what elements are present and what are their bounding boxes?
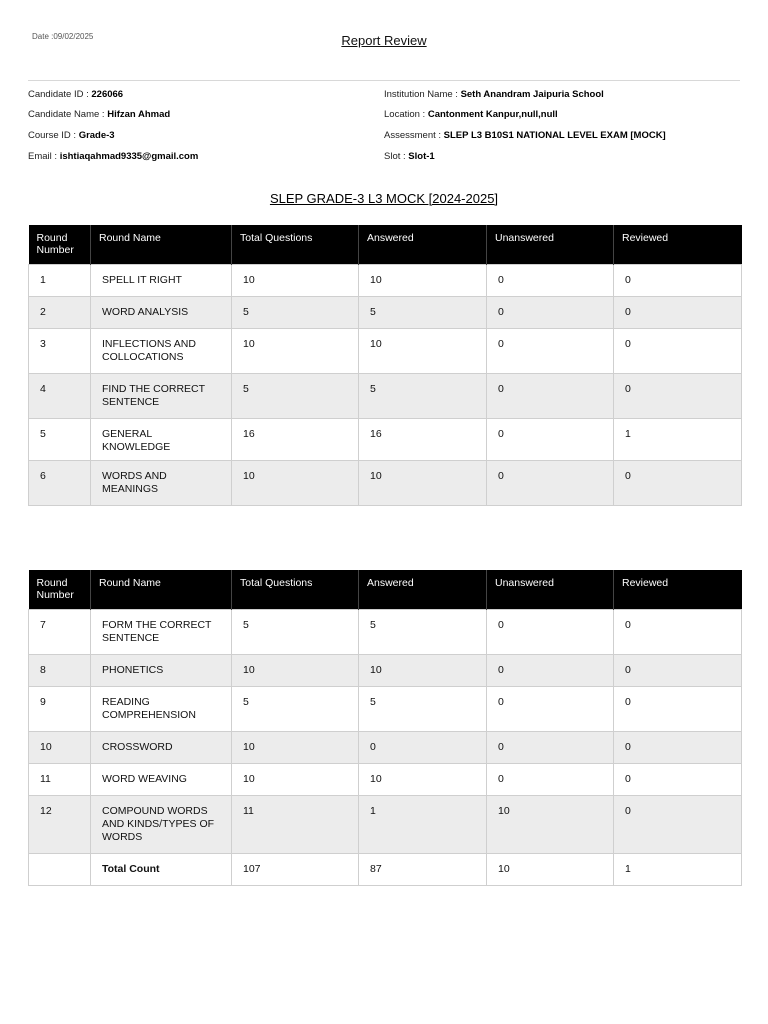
total-questions-cell: 10 [232, 731, 359, 763]
total-questions-cell: 10 [232, 460, 359, 505]
total-questions-cell: 10 [232, 654, 359, 686]
table-row [29, 763, 742, 795]
total-questions-cell: 5 [232, 686, 359, 731]
answered-cell: 5 [359, 609, 487, 654]
round-name-cell: FORM THE CORRECT SENTENCE [91, 609, 232, 654]
email [28, 152, 198, 162]
slot-label: Slot : [384, 151, 409, 162]
institution-label: Institution Name : [384, 89, 461, 100]
course-id-value: Grade-3 [78, 130, 115, 141]
reviewed-cell: 0 [614, 795, 742, 853]
table-header-row [29, 225, 742, 264]
table-row [29, 460, 742, 505]
table-row [29, 731, 742, 763]
answered-cell: 5 [359, 296, 487, 328]
section-title: SLEP GRADE-3 L3 MOCK [2024-2025] [269, 191, 499, 206]
unanswered-cell: 0 [487, 373, 614, 418]
slot [384, 152, 435, 162]
unanswered-cell: 0 [487, 609, 614, 654]
round-name-cell: WORDS AND MEANINGS [91, 460, 232, 505]
location-label: Location : [384, 109, 428, 120]
unanswered-cell: 0 [487, 328, 614, 373]
round-number-cell: 7 [29, 609, 91, 654]
round-name-cell: WORD ANALYSIS [91, 296, 232, 328]
round-number-cell: 9 [29, 686, 91, 731]
round-name-cell: SPELL IT RIGHT [91, 264, 232, 296]
total-empty-cell [29, 853, 91, 885]
table-header-row [29, 570, 742, 609]
round-number-cell: 10 [29, 731, 91, 763]
round-name-cell: INFLECTIONS AND COLLOCATIONS [91, 328, 232, 373]
unanswered-cell: 0 [487, 731, 614, 763]
table-row [29, 795, 742, 853]
answered-cell: 10 [359, 328, 487, 373]
institution-value: Seth Anandram Jaipuria School [460, 89, 604, 100]
total-questions-cell: 10 [232, 763, 359, 795]
assessment-label: Assessment : [384, 130, 444, 141]
email-label: Email : [28, 151, 60, 162]
round-name-cell: FIND THE CORRECT SENTENCE [91, 373, 232, 418]
answered-cell: 0 [359, 731, 487, 763]
round-number-cell: 5 [29, 418, 91, 460]
total-label-cell: Total Count [91, 853, 232, 885]
reviewed-cell: 0 [614, 686, 742, 731]
unanswered-cell: 0 [487, 418, 614, 460]
column-header-total-questions: Total Questions [232, 225, 359, 264]
round-number-cell: 6 [29, 460, 91, 505]
total-row [29, 853, 742, 885]
reviewed-cell: 0 [614, 731, 742, 763]
report-date: Date :09/02/2025 [32, 32, 94, 41]
round-number-cell: 4 [29, 373, 91, 418]
round-number-cell: 1 [29, 264, 91, 296]
unanswered-cell: 0 [487, 686, 614, 731]
reviewed-cell: 1 [614, 418, 742, 460]
answered-cell: 10 [359, 654, 487, 686]
unanswered-cell: 0 [487, 460, 614, 505]
rounds-table-2 [28, 570, 742, 886]
total-questions-cell: 10 [232, 328, 359, 373]
column-header-answered: Answered [359, 225, 487, 264]
column-header-unanswered: Unanswered [487, 225, 614, 264]
total-unanswered-sum-cell: 10 [487, 853, 614, 885]
column-header-unanswered: Unanswered [487, 570, 614, 609]
rounds-table-1 [28, 225, 742, 506]
round-number-cell: 11 [29, 763, 91, 795]
total-questions-cell: 5 [232, 296, 359, 328]
candidate-id-label: Candidate ID : [28, 89, 92, 100]
unanswered-cell: 10 [487, 795, 614, 853]
total-questions-cell: 10 [232, 264, 359, 296]
course-id [28, 131, 115, 141]
column-header-reviewed: Reviewed [614, 570, 742, 609]
answered-cell: 5 [359, 686, 487, 731]
column-header-answered: Answered [359, 570, 487, 609]
unanswered-cell: 0 [487, 264, 614, 296]
table-row [29, 654, 742, 686]
round-name-cell: WORD WEAVING [91, 763, 232, 795]
reviewed-cell: 0 [614, 460, 742, 505]
candidate-name-label: Candidate Name : [28, 109, 108, 120]
table-row [29, 373, 742, 418]
round-name-cell: COMPOUND WORDS AND KINDS/TYPES OF WORDS [91, 795, 232, 853]
column-header-round-name: Round Name [91, 225, 232, 264]
candidate-id [28, 90, 123, 100]
round-number-cell: 12 [29, 795, 91, 853]
header-divider [28, 80, 740, 81]
table-row [29, 686, 742, 731]
answered-cell: 10 [359, 460, 487, 505]
total-questions-cell: 16 [232, 418, 359, 460]
report-title: Report Review [341, 33, 427, 48]
column-header-round-number: Round Number [29, 570, 91, 609]
column-header-reviewed: Reviewed [614, 225, 742, 264]
candidate-name [28, 110, 170, 120]
institution-name [384, 90, 604, 100]
table-row [29, 264, 742, 296]
table-row [29, 296, 742, 328]
answered-cell: 16 [359, 418, 487, 460]
round-number-cell: 8 [29, 654, 91, 686]
reviewed-cell: 0 [614, 763, 742, 795]
answered-cell: 5 [359, 373, 487, 418]
email-value: ishtiaqahmad9335@gmail.com [59, 151, 199, 162]
total-questions-cell: 5 [232, 609, 359, 654]
reviewed-cell: 0 [614, 264, 742, 296]
location-value: Cantonment Kanpur,null,null [427, 109, 558, 120]
assessment [384, 131, 666, 141]
total-questions-sum-cell: 107 [232, 853, 359, 885]
column-header-total-questions: Total Questions [232, 570, 359, 609]
reviewed-cell: 0 [614, 296, 742, 328]
total-reviewed-sum-cell: 1 [614, 853, 742, 885]
candidate-id-value: 226066 [91, 89, 124, 100]
unanswered-cell: 0 [487, 763, 614, 795]
reviewed-cell: 0 [614, 373, 742, 418]
round-number-cell: 2 [29, 296, 91, 328]
total-questions-cell: 11 [232, 795, 359, 853]
total-answered-sum-cell: 87 [359, 853, 487, 885]
round-name-cell: GENERAL KNOWLEDGE [91, 418, 232, 460]
round-name-cell: CROSSWORD [91, 731, 232, 763]
column-header-round-name: Round Name [91, 570, 232, 609]
answered-cell: 10 [359, 763, 487, 795]
answered-cell: 10 [359, 264, 487, 296]
candidate-name-value: Hifzan Ahmad [107, 109, 171, 120]
unanswered-cell: 0 [487, 654, 614, 686]
round-number-cell: 3 [29, 328, 91, 373]
course-id-label: Course ID : [28, 130, 79, 141]
column-header-round-number: Round Number [29, 225, 91, 264]
location [384, 110, 558, 120]
table-row [29, 328, 742, 373]
assessment-value: SLEP L3 B10S1 NATIONAL LEVEL EXAM [MOCK] [443, 130, 666, 141]
slot-value: Slot-1 [408, 151, 435, 162]
reviewed-cell: 0 [614, 609, 742, 654]
total-questions-cell: 5 [232, 373, 359, 418]
round-name-cell: PHONETICS [91, 654, 232, 686]
reviewed-cell: 0 [614, 328, 742, 373]
unanswered-cell: 0 [487, 296, 614, 328]
reviewed-cell: 0 [614, 654, 742, 686]
round-name-cell: READING COMPREHENSION [91, 686, 232, 731]
table-row [29, 609, 742, 654]
table-row [29, 418, 742, 460]
answered-cell: 1 [359, 795, 487, 853]
